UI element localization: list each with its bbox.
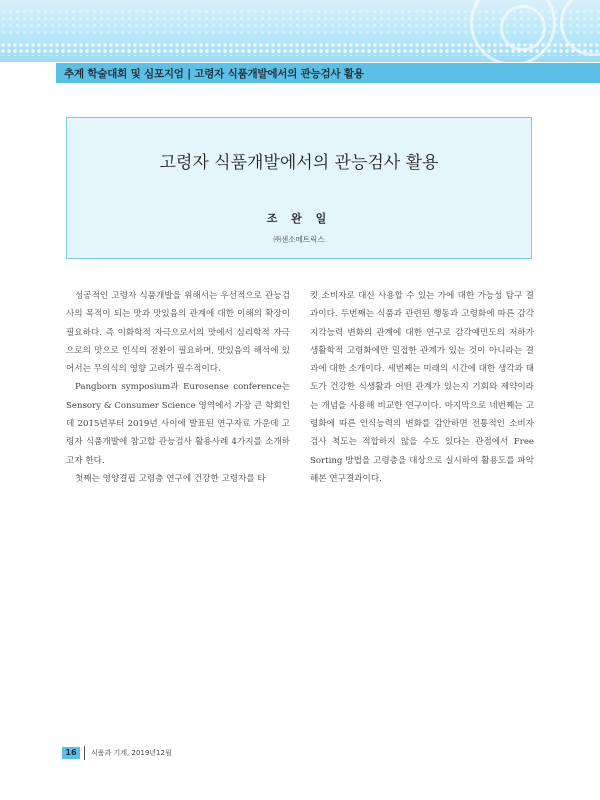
page-number: 16 (62, 747, 80, 759)
body-column-right (310, 287, 534, 488)
section-header-bar (56, 63, 600, 83)
section-label: 추계 학술대회 및 심포지엄 | 고령자 식품개발에서의 관능검사 활용 (64, 67, 364, 80)
author-name: 조 완 일 (266, 212, 332, 225)
decorative-header-banner (0, 0, 600, 62)
publication-info: 식품과 기계, 2019년12월 (91, 749, 172, 757)
paragraph: 성공적인 고령자 식품개발을 위해서는 우선적으로 관능검사의 목적이 되는 맛과 맛있음의 관계에 대한 이해의 확장이 필요하다. 즉 이화학적 자극으로서의 맛에서 심리학적 자극으로의 맛으로 인식의 전환이 필요하며, 맛있음의 해석에 있어서는 무의식의 영향 고려가 필수적이다. (66, 291, 290, 375)
article-title: 고령자 식품개발에서의 관능검사 활용 (159, 153, 439, 173)
title-box (66, 117, 532, 259)
footer-divider (84, 746, 85, 760)
paragraph: 킷 소비자로 대신 사용할 수 있는 가에 대한 가능성 탐구 결과이다. 두번째는 식품과 관련된 행동과 고령화에 따른 감각 지각능력 변화의 관계에 대한 연구로 감각예민도의 저하가 생활학적 고령화에만 밀접한 관계가 있는 것이 아니라는 결과에 대한 소개이다. 세번째는 미래의 시간에 대한 생각과 태도가 건강한 식생활과 어떤 관계가 있는지 기회와 제약이라는 개념을 사용해 비교한 연구이다. 마지막으로 네번째는 고령화에 따른 인식능력의 변화를 감안하면 전통적인 소비자 검사 척도는 적합하지 않을 수도 있다는 관점에서 Free Sorting 방법을 고령층을 대상으로 실시하여 활용도를 파악해본 연구결과이다. (310, 291, 534, 484)
circle-decoration (500, 5, 546, 51)
body-column-left (66, 287, 290, 488)
paragraph: 첫째는 영양결핍 고령층 연구에 건강한 고령자를 타 (75, 473, 266, 484)
author-affiliation: ㈜센소메트릭스 (273, 235, 325, 244)
paragraph: Pangborn symposium과 Eurosense conference는 Sensory & Consumer Science 영역에서 가장 큰 학회인데 2015년부터 2019년 사이에 발표된 연구자료 가운데 고령자 식품개발에 참고할 관능검사 활용사례 4가지를 소개하고자 한다. (66, 382, 290, 466)
